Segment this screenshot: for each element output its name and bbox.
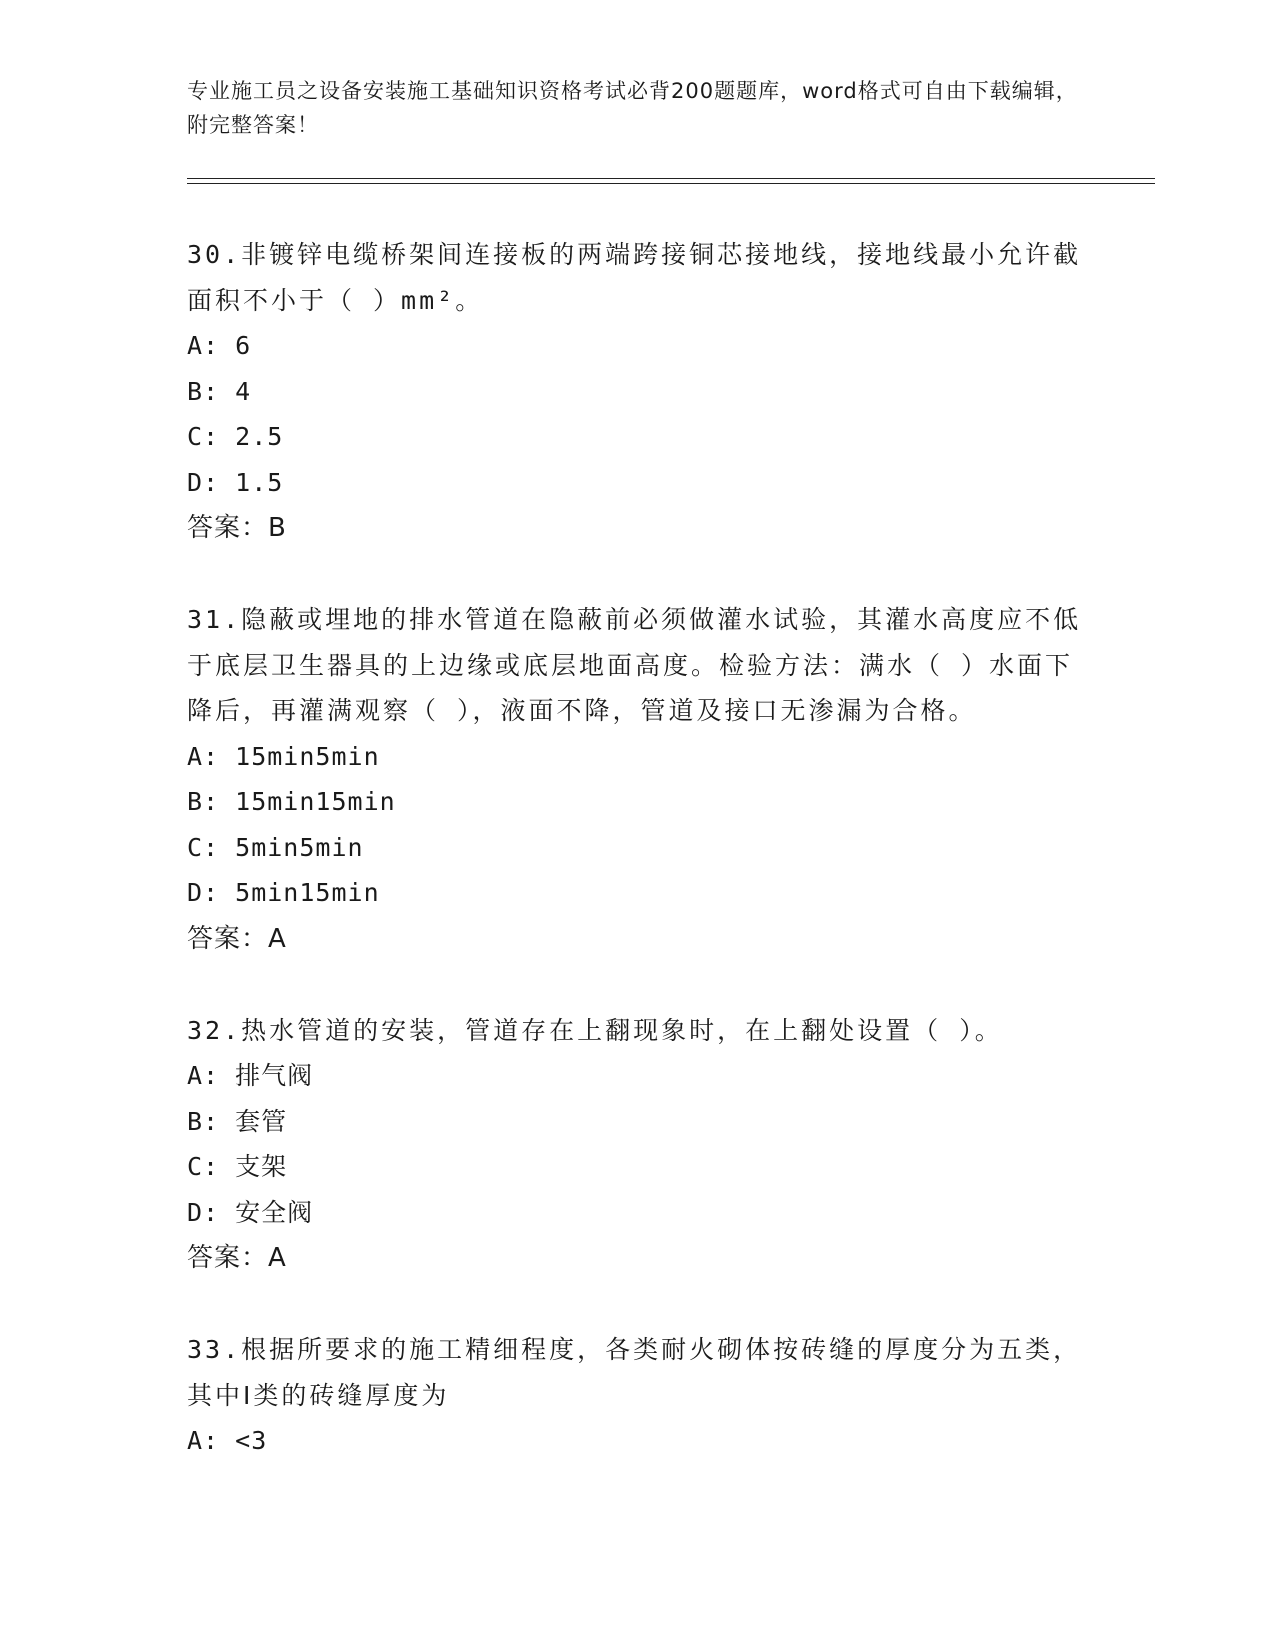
header-divider-top bbox=[187, 178, 1155, 179]
question-stem: 32.热水管道的安装，管道存在上翻现象时，在上翻处设置（ ）。 bbox=[187, 1015, 1003, 1045]
question-list bbox=[187, 232, 1087, 1510]
question-33 bbox=[187, 1327, 1087, 1464]
option-b: B: 15min15min bbox=[187, 787, 396, 816]
question-32 bbox=[187, 1008, 1087, 1282]
option-b: B: 4 bbox=[187, 376, 252, 406]
option-c: C: 5min5min bbox=[187, 832, 364, 862]
option-d: D: 1.5 bbox=[187, 467, 284, 497]
option-d: D: 安全阀 bbox=[187, 1197, 314, 1227]
question-30 bbox=[187, 232, 1087, 551]
option-a: A: <3 bbox=[187, 1426, 268, 1455]
option-d: D: 5min15min bbox=[187, 878, 380, 907]
option-a: A: 6 bbox=[187, 331, 252, 360]
answer-label: 答案：A bbox=[187, 923, 287, 954]
answer-label: 答案：B bbox=[187, 513, 287, 543]
question-stem: 31.隐蔽或埋地的排水管道在隐蔽前必须做灌水试验，其灌水高度应不低于底层卫生器具的上边缘或底层地面高度。检验方法：满水（ ）水面下降后，再灌满观察（ ），液面不降，管道及接口无渗漏为合格。 bbox=[187, 605, 1082, 725]
header-divider-bottom bbox=[187, 183, 1155, 184]
option-a: A: 排气阀 bbox=[187, 1061, 314, 1090]
option-a: A: 15min5min bbox=[187, 741, 380, 771]
document-description: 专业施工员之设备安装施工基础知识资格考试必背200题题库，word格式可自由下载编辑，附完整答案！ bbox=[187, 79, 1078, 137]
question-stem: 33.根据所要求的施工精细程度，各类耐火砌体按砖缝的厚度分为五类，其中Ⅰ类的砖缝厚度为 bbox=[187, 1335, 1082, 1410]
option-b: B: 套管 bbox=[187, 1106, 288, 1136]
option-c: C: 支架 bbox=[187, 1152, 288, 1181]
option-c: C: 2.5 bbox=[187, 422, 284, 451]
answer-label: 答案：A bbox=[187, 1243, 287, 1273]
question-31 bbox=[187, 597, 1087, 962]
question-stem: 30.非镀锌电缆桥架间连接板的两端跨接铜芯接地线，接地线最小允许截面积不小于（ ）mm²。 bbox=[187, 240, 1082, 315]
